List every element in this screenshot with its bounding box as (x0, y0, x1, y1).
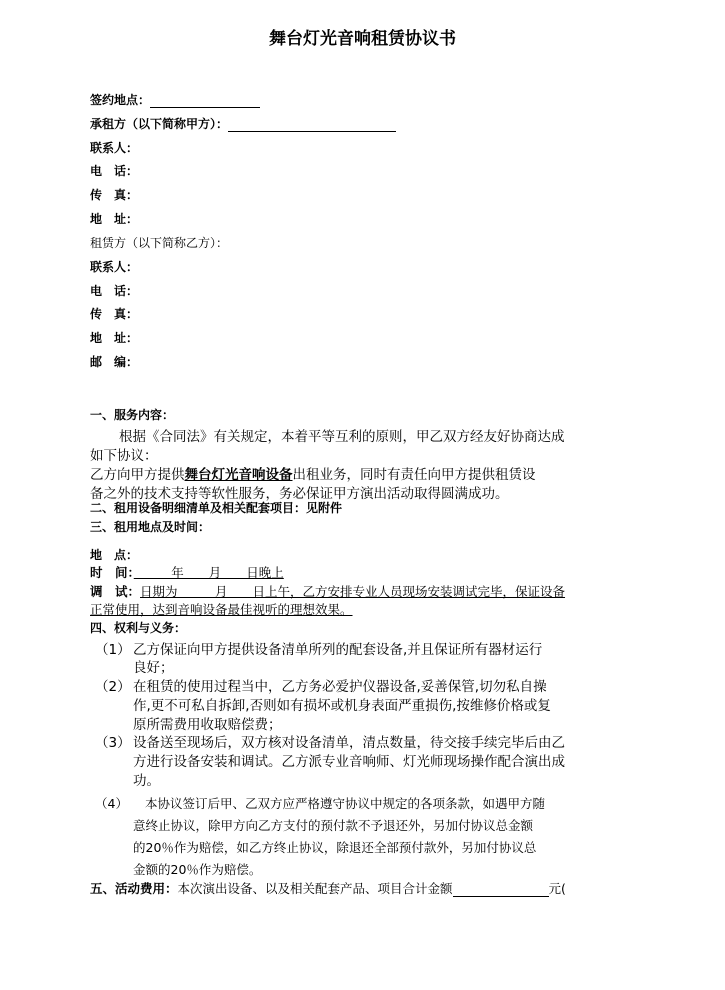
signing-place-field[interactable] (150, 94, 260, 108)
item4-line1: 本协议签订后甲、乙双方应严格遵守协议中规定的各项条款，如遇甲方随 (145, 796, 546, 811)
total-amount-field[interactable] (453, 883, 549, 897)
signing-place-label: 签约地点： (90, 93, 151, 107)
section5-text: 本次演出设备、以及相关配套产品、项目合计金额 (177, 881, 453, 896)
party-b-fax-label: 传 真： (90, 307, 139, 321)
section3-time-value: 年 月 日晚上 (133, 565, 284, 580)
item3-line1: 设备送至现场后，双方核对设备清单，清点数量，待交接手续完毕后由乙 (133, 735, 565, 751)
section3-heading: 三、租用地点及时间： (90, 520, 211, 534)
document-title: 舞台灯光音响租赁协议书 (269, 29, 456, 49)
party-b-phone-label: 电 话： (90, 284, 139, 298)
party-a-address-label: 地 址： (90, 212, 139, 226)
equipment-highlight: 舞台灯光音响设备 (184, 467, 293, 483)
party-b-contact-label: 联系人： (90, 260, 139, 274)
lessor-field[interactable] (228, 118, 396, 132)
section3-place-label: 地 点： (90, 548, 139, 562)
item3-number: （3） (95, 735, 131, 751)
section1-heading: 一、服务内容： (90, 408, 175, 422)
party-b-postcode-label: 邮 编： (90, 355, 139, 369)
section3-debug-line1: 日期为 月 日上午，乙方安排专业人员现场安装调试完毕，保证设备 (140, 584, 566, 599)
section5-row (90, 879, 566, 897)
section1-para1-line2: 如下协议： (90, 448, 158, 464)
item1-line2: 良好； (133, 660, 174, 676)
item4-line2: 意终止协议，除甲方向乙方支付的预付款不予退还外，另加付协议总金额 (133, 818, 534, 833)
section3-time-label: 时 间： (90, 565, 134, 580)
item3-line2: 方进行设备安装和调试。乙方派专业音响师、灯光师现场操作配合演出成 (133, 754, 565, 770)
section1-para2-line1 (90, 463, 536, 483)
lessor-label: 承租方（以下简称甲方）： (90, 117, 229, 131)
item4-line4: 金额的20％作为赔偿。 (133, 862, 262, 877)
section2-heading: 二、租用设备明细清单及相关配套项目：见附件 (90, 501, 343, 515)
section3-debug-line2: 正常使用，达到音响设备最佳视听的理想效果。 (90, 602, 353, 617)
section5-suffix: 元( (548, 881, 566, 896)
lessor-row (90, 115, 396, 132)
section1-para2-line2: 备之外的技术支持等软性服务，务必保证甲方演出活动取得圆满成功。 (90, 486, 509, 502)
party-a-phone-label: 电 话： (90, 164, 139, 178)
section3-debug-row (90, 582, 565, 600)
section1-para2-c: 出租业务，同时有责任向甲方提供租赁设 (292, 467, 536, 483)
item1-number: （1） (95, 642, 131, 658)
item2-line2: 作,更不可私自拆卸,否则如有损坏或机身表面严重损伤,按维修价格或复 (133, 698, 551, 714)
section3-debug-label: 调 试： (90, 584, 141, 599)
party-b-address-label: 地 址： (90, 331, 139, 345)
party-a-contact-label: 联系人： (90, 141, 139, 155)
item2-number: （2） (95, 679, 131, 695)
section4-heading: 四、权利与义务： (90, 621, 187, 635)
section3-time-row (90, 563, 284, 581)
item1-line1: 乙方保证向甲方提供设备清单所列的配套设备,并且保证所有器材运行 (133, 642, 543, 658)
section1-para2-a: 乙方向甲方提供 (90, 467, 185, 483)
item2-line3: 原所需费用收取赔偿费； (133, 717, 282, 733)
section1-para1-line1: 根据《合同法》有关规定，本着平等互利的原则，甲乙双方经友好协商达成 (119, 429, 565, 445)
item4-line3: 的20％作为赔偿，如乙方终止协议，除退还全部预付款外，另加付协议总 (133, 840, 537, 855)
item2-line1: 在租赁的使用过程当中，乙方务必爱护仪器设备,妥善保管,切勿私自操 (133, 679, 547, 695)
lessee-label: 租赁方（以下简称乙方）： (90, 236, 229, 250)
signing-place-row (90, 91, 260, 108)
item3-line3: 功。 (133, 773, 160, 789)
party-a-fax-label: 传 真： (90, 188, 139, 202)
item4-number: （4） (95, 796, 128, 811)
section5-heading: 五、活动费用： (90, 881, 178, 896)
